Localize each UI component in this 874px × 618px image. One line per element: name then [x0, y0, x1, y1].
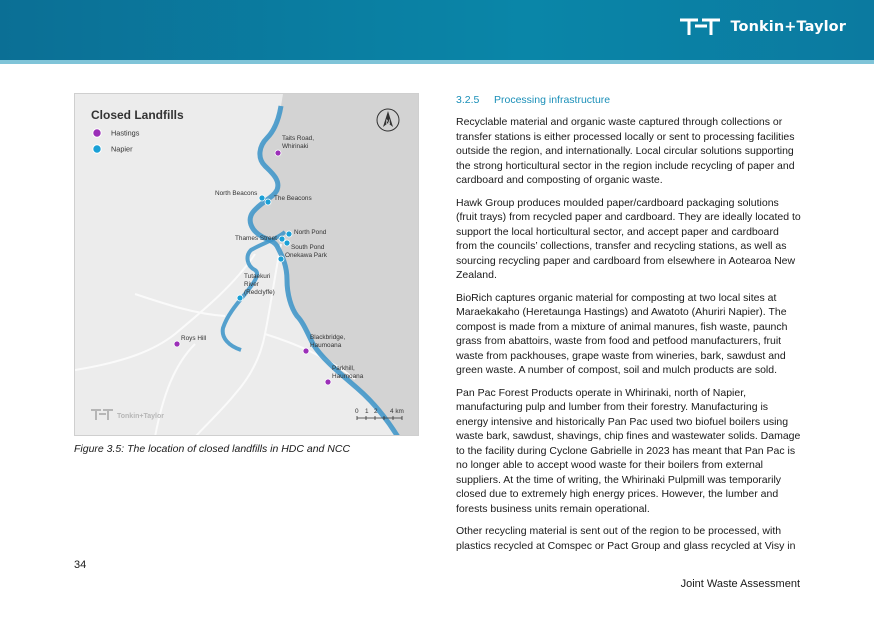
label-taits-road-2: Whirinaki [282, 143, 309, 150]
label-blackbridge-1: Blackbridge, [310, 334, 346, 341]
label-parkhill-1: Parkhill, [332, 365, 355, 372]
paragraph: Other recycling material is sent out of the region to be processed, with plastics recycled at Comspec or Pact Group and glass recycled at Visy in [456, 525, 796, 552]
marker-north-beacons [259, 195, 265, 201]
marker-blackbridge [303, 348, 309, 354]
legend-napier-marker [93, 145, 101, 153]
scale-label-0: 0 [355, 408, 359, 415]
figure-caption: Figure 3.5: The location of closed landfills in HDC and NCC [74, 443, 351, 455]
legend-napier-label: Napier [111, 144, 133, 154]
label-north-pond: North Pond [294, 229, 327, 236]
label-tutaekuri-2: River [244, 281, 259, 288]
marker-onekawa-park [278, 256, 284, 262]
label-onekawa-park: Onekawa Park [285, 252, 327, 259]
header-stripe [0, 60, 874, 64]
legend-hastings-label: Hastings [111, 128, 140, 138]
scale-label-1: 1 [365, 408, 369, 415]
scale-label-2: 2 [374, 408, 378, 415]
legend-hastings-marker [93, 129, 101, 137]
map-graphic [75, 94, 419, 436]
marker-north-pond [286, 231, 292, 237]
label-the-beacons: The Beacons [274, 195, 312, 202]
section-title: Processing infrastructure [494, 94, 611, 106]
label-blackbridge-2: Haumoana [310, 342, 342, 349]
label-north-beacons: North Beacons [215, 190, 258, 197]
right-column [456, 93, 802, 561]
page-number: 34 [74, 559, 87, 571]
label-tutaekuri-3: (Redclyffe) [244, 289, 275, 296]
section-heading [456, 93, 802, 107]
watermark-text: Tonkin+Taylor [117, 413, 164, 420]
closed-landfills-map [74, 93, 419, 436]
marker-roys-hill [174, 341, 180, 347]
marker-taits-road [275, 150, 281, 156]
footer-document-title: Joint Waste Assessment [680, 578, 800, 590]
marker-thames-street [279, 236, 285, 242]
label-roys-hill: Roys Hill [181, 335, 207, 342]
marker-south-pond [284, 240, 290, 246]
marker-tutaekuri-river [237, 295, 243, 301]
paragraph: Recyclable material and organic waste captured through collections or transfer stations is either processed locally or sent to processing facilities outside the region, and internationally. Local circular solutions supporting the strong horticultural sector in the region include recycling of paper and cardboard and composting of organic waste. [456, 116, 795, 186]
section-number: 3.2.5 [456, 94, 480, 106]
north-label: N [385, 120, 391, 126]
logo-text: Tonkin+Taylor [730, 19, 846, 35]
tt-logo-mark-icon [678, 17, 724, 37]
map-title: Closed Landfills [91, 108, 184, 122]
label-thames-street: Thames Street [235, 235, 277, 242]
paragraph: BioRich captures organic material for composting at two local sites at Maraekakaho (Heretaunga Hastings) and Awatoto (Ahuriri Napier). The compost is made from a mixture of animal manures, fish waste, paunch grass from abattoirs, waste from food and petfood manufacturers, fruit waste from packhouses, grape waste from wineries, bark, sawdust and green waste. A number of compost, soil and mulch products are sold. [456, 291, 788, 376]
label-south-pond: South Pond [291, 244, 325, 251]
paragraph: Hawk Group produces moulded paper/cardboard packaging solutions (fruit trays) from recycled paper and cardboard. They are ideally located to support the local horticultural sector, and accept paper and cardboard from the councils’ collections, transfer and recycling stations, as well as sourcing recycling paper and cardboard from elsewhere in Aotearoa New Zealand. [456, 196, 801, 281]
tonkin-taylor-logo [678, 17, 846, 37]
marker-parkhill [325, 379, 331, 385]
paragraph: Pan Pac Forest Products operate in Whirinaki, north of Napier, manufacturing pulp and lumber from their forestry. Manufacturing is energy intensive and historically Pan Pac used two biofuel boilers using waste bark, sawdust, shavings, chip fines and wastewater solids. Damage to the facility during Cyclone Gabrielle in 2023 has meant that Pan Pac is no longer able to accept wood waste for their boilers from external suppliers. At the time of writing, the Whirinaki Pulpmill was temporarily closed due to extremely high energy prices. However, the lumber and forests business units remain operational. [456, 386, 801, 515]
marker-the-beacons [265, 199, 271, 205]
label-parkhill-2: Haumoana [332, 373, 364, 380]
label-taits-road-1: Taits Road, [282, 135, 314, 142]
label-tutaekuri-1: Tutaekuri [244, 273, 271, 280]
scale-label-4: 4 km [390, 408, 404, 415]
